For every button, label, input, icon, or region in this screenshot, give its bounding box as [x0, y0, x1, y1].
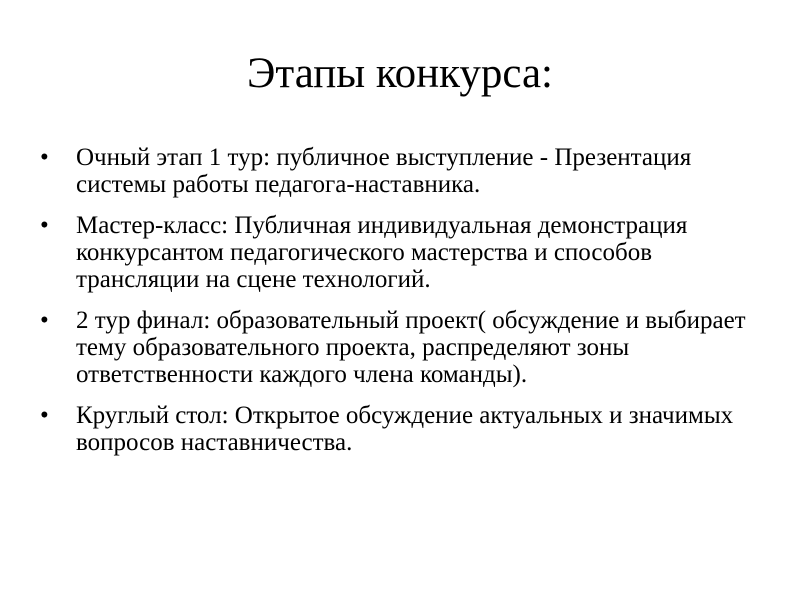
list-item [40, 212, 760, 293]
list-item [40, 307, 760, 388]
list-item [40, 402, 760, 456]
list-item-text: Мастер-класс: Публичная индивидуальная демонстрация конкурсантом педагогического мастерства и способов трансляции на сцене технологий. [76, 212, 688, 293]
slide-title: Этапы конкурса: [246, 50, 554, 97]
bullet-list [40, 144, 760, 470]
list-item-text: Круглый стол: Открытое обсуждение актуальных и значимых вопросов наставничества. [76, 402, 734, 456]
bullet-icon: • [40, 402, 49, 429]
list-item [40, 144, 760, 198]
bullet-icon: • [40, 307, 49, 334]
bullet-icon: • [40, 144, 49, 171]
list-item-text: 2 тур финал: образовательный проект( обсуждение и выбирает тему образовательного проекта, распределяют зоны ответственности каждого члена команды). [76, 307, 746, 388]
bullet-icon: • [40, 212, 49, 239]
list-item-text: Очный этап 1 тур: публичное выступление - Презентация системы работы педагога-наставника. [76, 144, 692, 198]
